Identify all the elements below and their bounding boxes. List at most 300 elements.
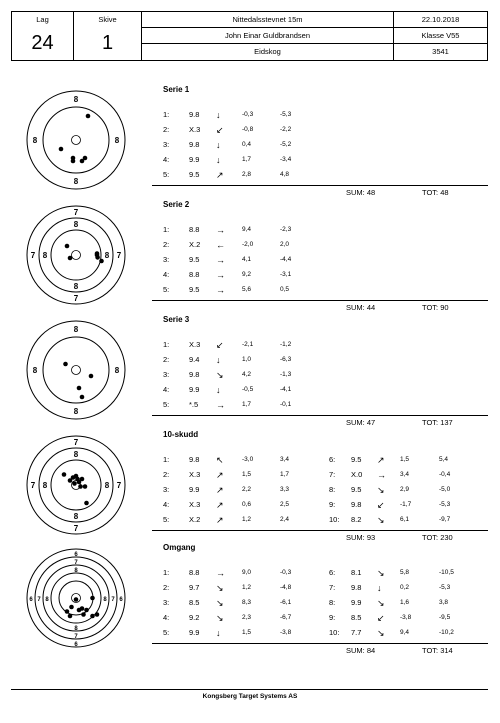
ring-label: 8	[73, 95, 79, 104]
shot-direction-icon: ↘	[216, 583, 224, 593]
series-divider	[152, 530, 488, 531]
shot-hole	[75, 477, 80, 482]
shot-dy: -1,3	[280, 371, 292, 378]
shot-row	[163, 612, 488, 624]
series-sum: SUM: 84	[346, 646, 376, 655]
shot-row	[163, 254, 488, 266]
series-divider	[152, 415, 488, 416]
skive-label: Skive	[98, 15, 117, 24]
ring-label: 7	[116, 481, 122, 490]
shot-number: 5:	[163, 628, 170, 637]
shot-dy: 2,5	[280, 501, 290, 508]
shot-dx: 6,1	[400, 516, 410, 523]
shot-dy: -4,4	[280, 256, 292, 263]
shot-direction-icon: ↘	[377, 628, 385, 638]
shot-number: 3:	[163, 598, 170, 607]
shot-dy: -0,4	[439, 471, 451, 478]
shot-dx: 4,2	[242, 371, 252, 378]
shot-dy: -4,1	[280, 386, 292, 393]
shot-value: 8.2	[351, 515, 362, 524]
ring-label: 8	[74, 568, 78, 574]
shot-number: 2:	[163, 355, 170, 364]
shot-direction-icon: ↓	[216, 140, 221, 150]
series-total: TOT: 314	[422, 646, 453, 655]
shot-number: 2:	[163, 240, 170, 249]
shot-row	[163, 399, 488, 411]
shot-direction-icon: ↗	[216, 470, 224, 480]
shot-hole	[80, 395, 85, 400]
shot-row	[163, 627, 488, 639]
shot-number: 1:	[163, 455, 170, 464]
shot-value: *.5	[189, 400, 199, 409]
shot-number: 8:	[329, 598, 336, 607]
shot-dx: -2,1	[242, 341, 254, 348]
shot-dx: 0,2	[400, 584, 410, 591]
shot-dx: 0,6	[242, 501, 252, 508]
shot-value: X.3	[189, 340, 201, 349]
shot-direction-icon: ↓	[216, 355, 221, 365]
shooter-id: 3541	[432, 47, 449, 56]
shot-value: 9.8	[189, 370, 200, 379]
shot-direction-icon: ↘	[377, 485, 385, 495]
series-total: TOT: 137	[422, 418, 453, 427]
target-ring	[39, 218, 113, 292]
shot-dx: 1,7	[242, 156, 252, 163]
shot-dx: 3,4	[400, 471, 410, 478]
ring-label: 8	[73, 450, 79, 459]
shot-dy: -5,2	[280, 141, 292, 148]
ring-label: 7	[73, 294, 79, 303]
shot-number: 9:	[329, 613, 336, 622]
shot-number: 6:	[329, 455, 336, 464]
shot-hole	[69, 605, 74, 610]
shot-direction-icon: →	[216, 270, 225, 280]
shot-direction-icon: ↓	[216, 628, 221, 638]
target-5	[26, 548, 126, 648]
target-ring	[27, 91, 125, 189]
shot-value: 9.9	[189, 628, 200, 637]
shot-value: X.3	[189, 500, 201, 509]
shot-dy: -10,5	[439, 569, 454, 576]
shot-hole	[62, 472, 67, 477]
shot-number: 4:	[163, 270, 170, 279]
shot-dy: -4,8	[280, 584, 292, 591]
shot-direction-icon: ↗	[216, 500, 224, 510]
shot-direction-icon: ↓	[216, 110, 221, 120]
shot-hole	[63, 362, 68, 367]
shot-dy: -2,3	[280, 226, 292, 233]
shot-dy: 2,0	[280, 241, 290, 248]
shot-direction-icon: ↘	[377, 598, 385, 608]
series-divider	[152, 185, 488, 186]
shot-number: 4:	[163, 155, 170, 164]
ring-label: 8	[32, 136, 38, 145]
shot-dx: 2,9	[400, 486, 410, 493]
target-4	[26, 435, 126, 535]
shot-value: 9.5	[351, 455, 362, 464]
shot-number: 5:	[163, 170, 170, 179]
shot-row	[163, 369, 488, 381]
shot-value: X.0	[351, 470, 363, 479]
shot-dx: 1,2	[242, 584, 252, 591]
shot-value: 9.8	[189, 140, 200, 149]
shot-hole	[84, 608, 89, 613]
shot-direction-icon: ↘	[377, 568, 385, 578]
series-sum: SUM: 48	[346, 188, 376, 197]
ring-label: 8	[45, 597, 49, 603]
shot-hole	[95, 612, 100, 617]
shot-dx: 1,5	[400, 456, 410, 463]
shot-number: 3:	[163, 485, 170, 494]
shot-direction-icon: ↓	[216, 385, 221, 395]
ring-label: 7	[111, 597, 115, 603]
shot-number: 4:	[163, 613, 170, 622]
shot-value: 9.5	[351, 485, 362, 494]
shot-hole	[89, 374, 94, 379]
shot-value: 9.5	[189, 255, 200, 264]
shot-dx: 9,4	[242, 226, 252, 233]
shot-dx: -0,8	[242, 126, 254, 133]
shot-direction-icon: →	[377, 470, 386, 480]
ring-label: 6	[74, 642, 78, 648]
target-center	[72, 366, 81, 375]
shot-row	[163, 597, 488, 609]
shot-number: 4:	[163, 385, 170, 394]
shot-dy: -5,0	[439, 486, 451, 493]
series-title: Serie 1	[163, 85, 190, 94]
shot-value: 8.8	[189, 225, 200, 234]
shot-dy: -0,3	[280, 569, 292, 576]
series-total: TOT: 48	[422, 188, 449, 197]
shot-dx: -0,5	[242, 386, 254, 393]
series-total: TOT: 230	[422, 533, 453, 542]
meta-cell	[394, 12, 487, 60]
shot-number: 5:	[163, 515, 170, 524]
shot-number: 5:	[163, 285, 170, 294]
shot-row	[163, 469, 488, 481]
shot-value: 8.8	[189, 270, 200, 279]
club-name: Eidskog	[254, 47, 281, 56]
shot-number: 2:	[163, 125, 170, 134]
skive-value: 1	[101, 32, 114, 54]
shot-row	[163, 284, 488, 296]
shot-dy: 3,8	[439, 599, 449, 606]
shooter-name: John Einar Guldbrandsen	[142, 28, 393, 44]
shot-hole	[68, 256, 73, 261]
shot-dx: 5,6	[242, 286, 252, 293]
shot-value: 9.2	[189, 613, 200, 622]
shot-dx: 2,2	[242, 486, 252, 493]
ring-label: 8	[73, 512, 79, 521]
shot-dx: 1,7	[242, 401, 252, 408]
shot-direction-icon: ↓	[216, 155, 221, 165]
shot-dx: 1,6	[400, 599, 410, 606]
ring-label: 6	[119, 597, 123, 603]
shot-direction-icon: ↓	[377, 583, 382, 593]
ring-label: 8	[42, 481, 48, 490]
shot-dx: -2,0	[242, 241, 254, 248]
shot-dx: -0,3	[242, 111, 254, 118]
shot-value: 9.8	[351, 500, 362, 509]
shot-dy: -1,2	[280, 341, 292, 348]
target-ring	[43, 107, 109, 173]
series-sum: SUM: 93	[346, 533, 376, 542]
ring-label: 7	[74, 634, 78, 640]
shot-hole	[68, 478, 73, 483]
shot-dx: 4,1	[242, 256, 252, 263]
shot-hole	[90, 596, 95, 601]
shot-number: 2:	[163, 583, 170, 592]
shot-value: 9.8	[351, 583, 362, 592]
ring-label: 7	[30, 251, 36, 260]
footer-divider	[11, 689, 488, 690]
shot-value: 7.7	[351, 628, 362, 637]
date: 22.10.2018	[394, 12, 487, 28]
series-title: Omgang	[163, 543, 196, 552]
target-3	[26, 320, 126, 420]
target-center	[72, 136, 81, 145]
shot-row	[163, 139, 488, 151]
shot-row	[163, 224, 488, 236]
event-name: Nittedalsstevnet 15m	[142, 12, 393, 28]
shot-dx: -3,8	[400, 614, 412, 621]
shot-dy: -0,1	[280, 401, 292, 408]
shot-value: X.3	[189, 125, 201, 134]
shot-dy: -10,2	[439, 629, 454, 636]
shot-hole	[71, 159, 76, 164]
info-cell	[142, 12, 394, 60]
shot-number: 2:	[163, 470, 170, 479]
shot-hole	[86, 114, 91, 119]
ring-label: 8	[73, 325, 79, 334]
ring-label: 7	[74, 560, 78, 566]
series-block	[163, 430, 488, 535]
series-block	[163, 315, 488, 420]
ring-label: 8	[73, 220, 79, 229]
shot-direction-icon: ↙	[377, 613, 385, 623]
ring-label: 8	[42, 251, 48, 260]
shot-hole	[59, 147, 64, 152]
shot-direction-icon: ↘	[216, 370, 224, 380]
shot-dy: -3,1	[280, 271, 292, 278]
shot-dy: -5,3	[439, 584, 451, 591]
ring-label: 8	[73, 177, 79, 186]
shot-hole	[81, 612, 86, 617]
shot-direction-icon: ↘	[216, 598, 224, 608]
shot-direction-icon: ↗	[216, 485, 224, 495]
shot-row	[163, 567, 488, 579]
shot-dy: 2,4	[280, 516, 290, 523]
shot-value: X.2	[189, 515, 201, 524]
shot-row	[163, 124, 488, 136]
shot-hole	[95, 253, 100, 258]
shot-hole	[80, 477, 85, 482]
shot-dy: -3,8	[280, 629, 292, 636]
shot-hole	[83, 156, 88, 161]
shot-dy: -3,4	[280, 156, 292, 163]
shot-hole	[72, 481, 77, 486]
shot-number: 3:	[163, 255, 170, 264]
ring-label: 8	[73, 282, 79, 291]
shot-direction-icon: ↘	[377, 515, 385, 525]
shot-row	[163, 499, 488, 511]
lag-label: Lag	[36, 15, 49, 24]
series-block	[163, 200, 488, 305]
ring-label: 8	[73, 407, 79, 416]
shot-dy: -6,1	[280, 599, 292, 606]
shot-number: 1:	[163, 340, 170, 349]
shot-value: 9.9	[351, 598, 362, 607]
target-ring	[43, 337, 109, 403]
shot-direction-icon: ↗	[216, 515, 224, 525]
shot-dy: 3,3	[280, 486, 290, 493]
shot-row	[163, 154, 488, 166]
shot-dy: -2,2	[280, 126, 292, 133]
ring-label: 7	[73, 438, 79, 447]
shot-hole	[65, 609, 70, 614]
shot-value: 9.4	[189, 355, 200, 364]
ring-label: 8	[114, 366, 120, 375]
shot-dy: -6,3	[280, 356, 292, 363]
shot-direction-icon: →	[216, 568, 225, 578]
shot-number: 8:	[329, 485, 336, 494]
shot-hole	[78, 484, 83, 489]
shot-number: 1:	[163, 110, 170, 119]
shot-value: 8.1	[351, 568, 362, 577]
shot-number: 10:	[329, 515, 340, 524]
shot-number: 1:	[163, 225, 170, 234]
shot-number: 9:	[329, 500, 336, 509]
shot-dx: 2,3	[242, 614, 252, 621]
shot-row	[163, 339, 488, 351]
series-total: TOT: 90	[422, 303, 449, 312]
series-title: Serie 3	[163, 315, 190, 324]
shot-hole	[90, 614, 95, 619]
target-center	[72, 251, 81, 260]
shot-value: 9.7	[189, 583, 200, 592]
shot-row	[163, 384, 488, 396]
shot-dx: 2,8	[242, 171, 252, 178]
shot-number: 4:	[163, 500, 170, 509]
shot-value: 9.9	[189, 485, 200, 494]
ring-label: 8	[104, 251, 110, 260]
shot-row	[163, 169, 488, 181]
series-divider	[152, 300, 488, 301]
series-sum: SUM: 47	[346, 418, 376, 427]
shot-direction-icon: ↗	[216, 170, 224, 180]
shot-dx: 9,2	[242, 271, 252, 278]
ring-label: 6	[74, 552, 78, 558]
shot-direction-icon: →	[216, 255, 225, 265]
series-block	[163, 85, 488, 190]
shot-row	[163, 354, 488, 366]
header-table	[11, 11, 488, 61]
shot-number: 3:	[163, 370, 170, 379]
shot-value: 9.9	[189, 385, 200, 394]
shot-hole	[84, 501, 89, 506]
ring-label: 7	[37, 597, 41, 603]
ring-label: 7	[30, 481, 36, 490]
ring-label: 8	[32, 366, 38, 375]
shot-dx: 1,2	[242, 516, 252, 523]
shot-direction-icon: ↖	[216, 455, 224, 465]
shot-dx: 1,5	[242, 471, 252, 478]
shot-dx: -3,0	[242, 456, 254, 463]
series-divider	[152, 643, 488, 644]
shot-dx: 5,8	[400, 569, 410, 576]
shot-dx: 0,4	[242, 141, 252, 148]
shot-dx: 8,3	[242, 599, 252, 606]
shot-row	[163, 269, 488, 281]
shot-hole	[83, 484, 88, 489]
shot-direction-icon: →	[216, 225, 225, 235]
shot-number: 7:	[329, 583, 336, 592]
shot-dx: -1,7	[400, 501, 412, 508]
series-sum: SUM: 44	[346, 303, 376, 312]
ring-label: 8	[104, 481, 110, 490]
skive-cell	[74, 12, 142, 60]
shot-dy: -9,5	[439, 614, 451, 621]
ring-label: 8	[103, 597, 107, 603]
shot-number: 1:	[163, 568, 170, 577]
shot-direction-icon: →	[216, 400, 225, 410]
series-title: 10-skudd	[163, 430, 199, 439]
shot-row	[163, 454, 488, 466]
shot-hole	[77, 608, 82, 613]
shot-dy: -5,3	[280, 111, 292, 118]
shot-hole	[68, 614, 73, 619]
shot-row	[163, 239, 488, 251]
shot-dy: -6,7	[280, 614, 292, 621]
shot-dx: 9,0	[242, 569, 252, 576]
shot-direction-icon: →	[216, 285, 225, 295]
shot-dy: 0,5	[280, 286, 290, 293]
shot-number: 7:	[329, 470, 336, 479]
series-block	[163, 543, 488, 648]
ring-label: 7	[116, 251, 122, 260]
ring-label: 7	[73, 208, 79, 217]
target-ring	[27, 321, 125, 419]
lag-cell	[12, 12, 74, 60]
shot-direction-icon: ←	[216, 240, 225, 250]
shot-dx: 9,4	[400, 629, 410, 636]
shot-value: 9.5	[189, 170, 200, 179]
ring-label: 6	[29, 597, 33, 603]
shot-dy: 4,8	[280, 171, 290, 178]
shot-direction-icon: ↙	[377, 500, 385, 510]
shot-value: 9.8	[189, 455, 200, 464]
shot-number: 3:	[163, 140, 170, 149]
series-title: Serie 2	[163, 200, 190, 209]
shot-dy: -5,3	[439, 501, 451, 508]
shot-hole	[77, 386, 82, 391]
shot-number: 10:	[329, 628, 340, 637]
shot-value: 9.8	[189, 110, 200, 119]
lag-value: 24	[31, 32, 54, 54]
shot-hole	[74, 597, 79, 602]
shot-dy: -9,7	[439, 516, 451, 523]
shot-direction-icon: ↗	[377, 455, 385, 465]
shot-value: 8.5	[351, 613, 362, 622]
shot-hole	[99, 259, 104, 264]
ring-label: 7	[73, 524, 79, 533]
shot-row	[163, 582, 488, 594]
shot-value: 9.5	[189, 285, 200, 294]
target-1	[26, 90, 126, 190]
shot-dy: 1,7	[280, 471, 290, 478]
ring-label: 8	[114, 136, 120, 145]
shot-row	[163, 514, 488, 526]
